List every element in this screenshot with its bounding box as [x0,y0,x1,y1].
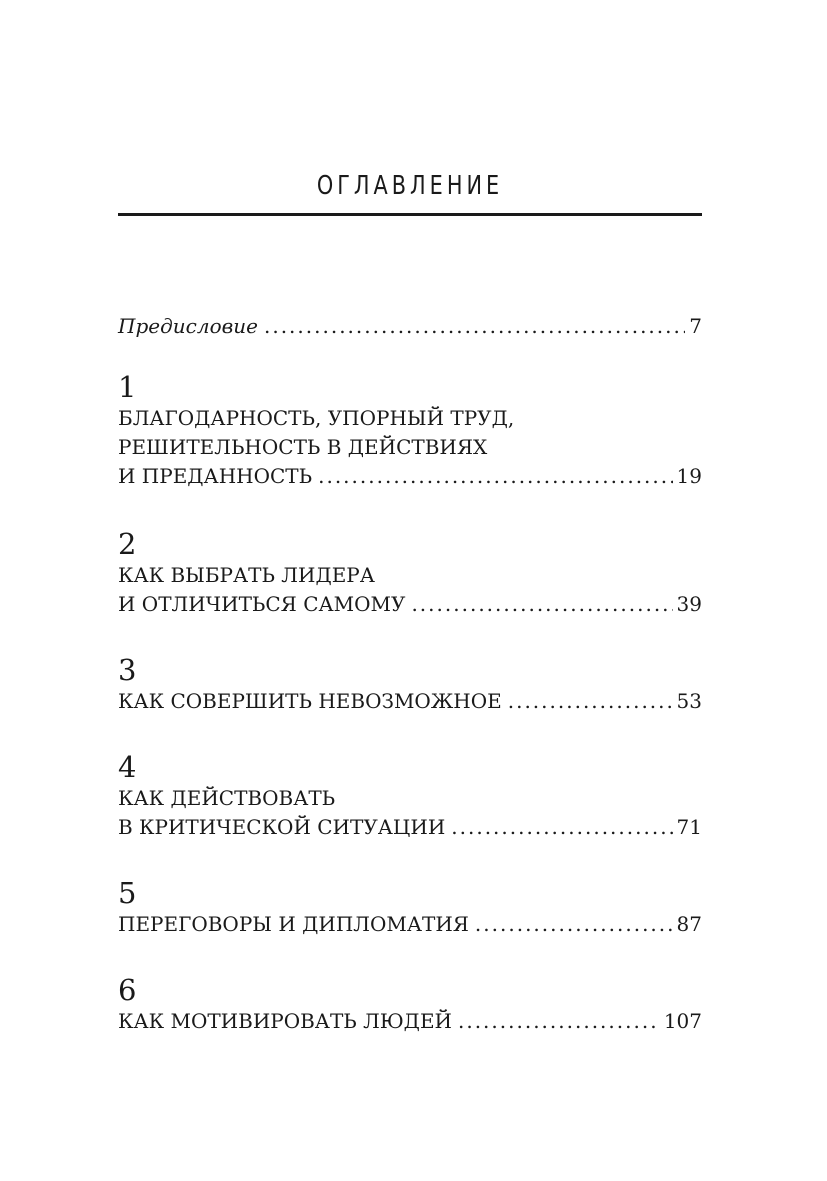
dot-leader [508,687,673,716]
preface-title: Предисловие [118,314,258,338]
toc-line [118,561,702,590]
book-page [118,0,702,1181]
toc-entry-chapter-1[interactable] [118,370,702,491]
chapter-title-line: И ОТЛИЧИТЬСЯ САМОМУ [118,592,406,616]
page-number: 87 [676,912,702,936]
chapter-title-line: КАК ДЕЙСТВОВАТЬ [118,786,336,810]
toc-heading: ОГЛАВЛЕНИЕ [316,171,504,201]
toc-entry-chapter-6[interactable] [118,973,702,1036]
chapter-number: 5 [118,876,137,910]
chapter-title-line: В КРИТИЧЕСКОЙ СИТУАЦИИ [118,815,446,839]
chapter-title-line: БЛАГОДАРНОСТЬ, УПОРНЫЙ ТРУД, [118,406,515,430]
toc-line [118,462,702,491]
toc-entry-chapter-5[interactable] [118,876,702,939]
toc-line [118,433,702,462]
chapter-title-line: ПЕРЕГОВОРЫ И ДИПЛОМАТИЯ [118,912,469,936]
toc-line [118,784,702,813]
chapter-number: 1 [118,370,137,404]
dot-leader [264,312,685,341]
toc-line [118,1007,702,1036]
chapter-title-line: КАК СОВЕРШИТЬ НЕВОЗМОЖНОЕ [118,689,502,713]
dot-leader [451,813,672,842]
chapter-number: 2 [118,527,137,561]
dot-leader [318,462,672,491]
chapter-title-line: И ПРЕДАННОСТЬ [118,464,313,488]
page-number: 53 [676,689,702,713]
page-number: 39 [676,592,702,616]
toc-entry-preface[interactable] [118,312,702,370]
heading-rule [118,213,702,216]
dot-leader [411,590,672,619]
chapter-number: 4 [118,750,137,784]
dot-leader [475,910,673,939]
toc-entry-chapter-2[interactable] [118,527,702,619]
toc-line [118,590,702,619]
toc-list [118,312,702,1036]
chapter-title-line: КАК МОТИВИРОВАТЬ ЛЮДЕЙ [118,1009,452,1033]
toc-line [118,910,702,939]
toc-line [118,687,702,716]
toc-line [118,813,702,842]
toc-line [118,404,702,433]
chapter-number: 6 [118,973,137,1007]
dot-leader [458,1007,660,1036]
chapter-title-line: КАК ВЫБРАТЬ ЛИДЕРА [118,563,375,587]
page-number: 7 [689,314,702,338]
toc-line [118,312,702,341]
chapter-number: 3 [118,653,137,687]
chapter-title-line: РЕШИТЕЛЬНОСТЬ В ДЕЙСТВИЯХ [118,435,488,459]
page-number: 107 [663,1009,702,1033]
page-number: 19 [676,464,702,488]
toc-entry-chapter-4[interactable] [118,750,702,842]
toc-entry-chapter-3[interactable] [118,653,702,716]
page-number: 71 [676,815,702,839]
